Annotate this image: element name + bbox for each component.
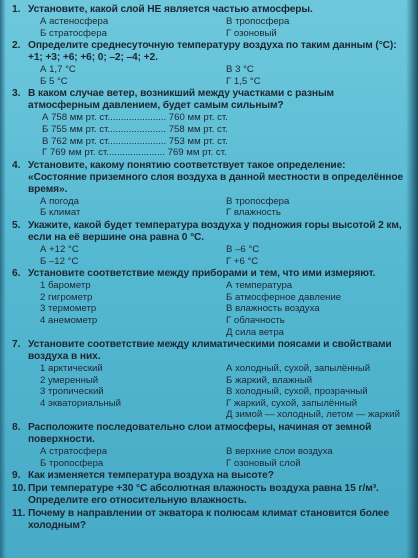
- option-v: В влажность воздуха: [226, 303, 320, 315]
- item-2: 2 гигрометр: [40, 291, 93, 303]
- question-text: Расположите последовательно слои атмосферы, начиная от земной поверхности.: [28, 422, 372, 446]
- item-3: 3 тропический: [40, 386, 104, 398]
- option-g: Г жаркий, сухой, запылённый: [226, 397, 358, 409]
- item-3: 3 термометр: [40, 303, 97, 315]
- option-g: Г 769 мм рт. ст...................... 769 мм рт. ст.: [42, 147, 227, 159]
- matching-options: [6, 363, 406, 421]
- question-text: Как изменяется температура воздуха на высоте?: [28, 470, 274, 482]
- question-text: Установите соответствие между приборами и тем, что ими измеряют.: [28, 268, 376, 280]
- question-9: [6, 470, 406, 482]
- option-a: А стратосфера: [40, 446, 108, 458]
- question-7: [6, 339, 406, 363]
- question-number: 9.: [12, 470, 21, 482]
- item-2: 2 умеренный: [40, 374, 99, 386]
- option-v: В 762 мм рт. ст...................... 753 мм рт. ст.: [42, 135, 228, 147]
- item-4: 4 экваториальный: [40, 397, 122, 409]
- option-b: Б тропосфера: [40, 457, 104, 469]
- option-v: В тропосфера: [226, 16, 290, 27]
- question-number: 2.: [12, 40, 21, 52]
- question-3: [6, 88, 406, 112]
- item-1: 1 арктический: [40, 363, 103, 375]
- option-v: В холодный, сухой, прозрачный: [226, 386, 368, 398]
- question-text: Определите среднесуточную температуру воздуха по таким данным (°С): +1; +3; +6; +6; 0; –2; –4; +2.: [28, 40, 397, 64]
- empty-cell: [40, 327, 226, 339]
- option-b: Б –12 °С: [40, 255, 79, 267]
- answer-options: [6, 244, 406, 267]
- question-number: 7.: [12, 339, 21, 351]
- question-number: 4.: [12, 159, 21, 171]
- answer-options: [6, 64, 406, 87]
- question-number: 3.: [12, 88, 21, 100]
- question-11: [6, 508, 406, 532]
- option-a: А температура: [226, 280, 293, 292]
- question-8: [6, 422, 406, 446]
- option-a: А холодный, сухой, запылённый: [226, 363, 371, 375]
- question-number: 1.: [12, 4, 21, 15]
- question-number: 6.: [12, 268, 21, 280]
- empty-cell: [40, 409, 226, 421]
- answer-options: [6, 196, 406, 219]
- option-d: Д сила ветра: [226, 326, 284, 338]
- answer-options: [6, 446, 406, 469]
- option-a: А +12 °С: [40, 243, 79, 255]
- option-v: В 3 °С: [226, 64, 254, 76]
- item-1: 1 барометр: [40, 280, 91, 292]
- option-a: А погода: [40, 195, 79, 207]
- question-6: [6, 268, 406, 280]
- option-b: Б 5 °С: [40, 75, 68, 87]
- option-b: Б атмосферное давление: [226, 291, 342, 303]
- option-d: Д зимой — холодный, летом — жаркий: [226, 409, 401, 421]
- question-text: Почему в направлении от экватора к полюсам климат становится более холодным?: [28, 508, 389, 532]
- option-a: А 1,7 °С: [40, 64, 76, 76]
- option-v: В верхние слои воздуха: [226, 446, 333, 458]
- option-g: Г +6 °С: [226, 255, 259, 267]
- question-1: [6, 4, 406, 16]
- option-b: Б стратосфера: [40, 27, 107, 39]
- question-text: Установите соответствие между климатическими поясами и свойствами воздуха в них.: [28, 339, 392, 363]
- option-a: А 758 мм рт. ст...................... 760 мм рт. ст.: [42, 112, 228, 124]
- option-v: В –6 °С: [226, 243, 260, 255]
- answer-options: [6, 16, 406, 39]
- question-10: [6, 483, 406, 507]
- option-b: Б 755 мм рт. ст...................... 758 мм рт. ст.: [42, 123, 228, 135]
- test-questions: [6, 4, 406, 532]
- option-g: Г озоновый: [226, 27, 277, 39]
- question-2: [6, 40, 406, 64]
- option-b: Б жаркий, влажный: [226, 374, 313, 386]
- option-g: Г облачность: [226, 314, 285, 326]
- question-number: 8.: [12, 422, 21, 434]
- option-g: Г 1,5 °С: [226, 75, 261, 87]
- answer-options: [6, 112, 406, 158]
- question-number: 10.: [12, 483, 26, 495]
- option-g: Г влажность: [226, 207, 281, 219]
- option-b: Б климат: [40, 207, 81, 219]
- option-g: Г озоновый слой: [226, 457, 301, 469]
- question-number: 11.: [12, 508, 26, 520]
- question-text: В каком случае ветер, возникший между участками с разным атмосферным давлением, будет самым сильным?: [28, 88, 334, 112]
- question-4: [6, 160, 406, 196]
- question-text: При температуре +30 °С абсолютная влажность воздуха равна 15 г/м³. Определите его относительную влажность.: [28, 483, 379, 507]
- item-4: 4 анемометр: [40, 314, 98, 326]
- question-text: Установите, какой слой НЕ является частью атмосферы.: [28, 4, 313, 15]
- question-number: 5.: [12, 219, 21, 231]
- question-text: Установите, какому понятию соответствует такое определение: «Состояние приземного слоя воздуха в данной местности в определённое время».: [28, 159, 404, 195]
- question-text: Укажите, какой будет температура воздуха у подножия горы высотой 2 км, если на её вершине она равна 0 °С.: [28, 219, 402, 243]
- option-v: В тропосфера: [226, 195, 290, 207]
- option-a: А астеносфера: [40, 16, 109, 27]
- question-5: [6, 220, 406, 244]
- matching-options: [6, 280, 406, 338]
